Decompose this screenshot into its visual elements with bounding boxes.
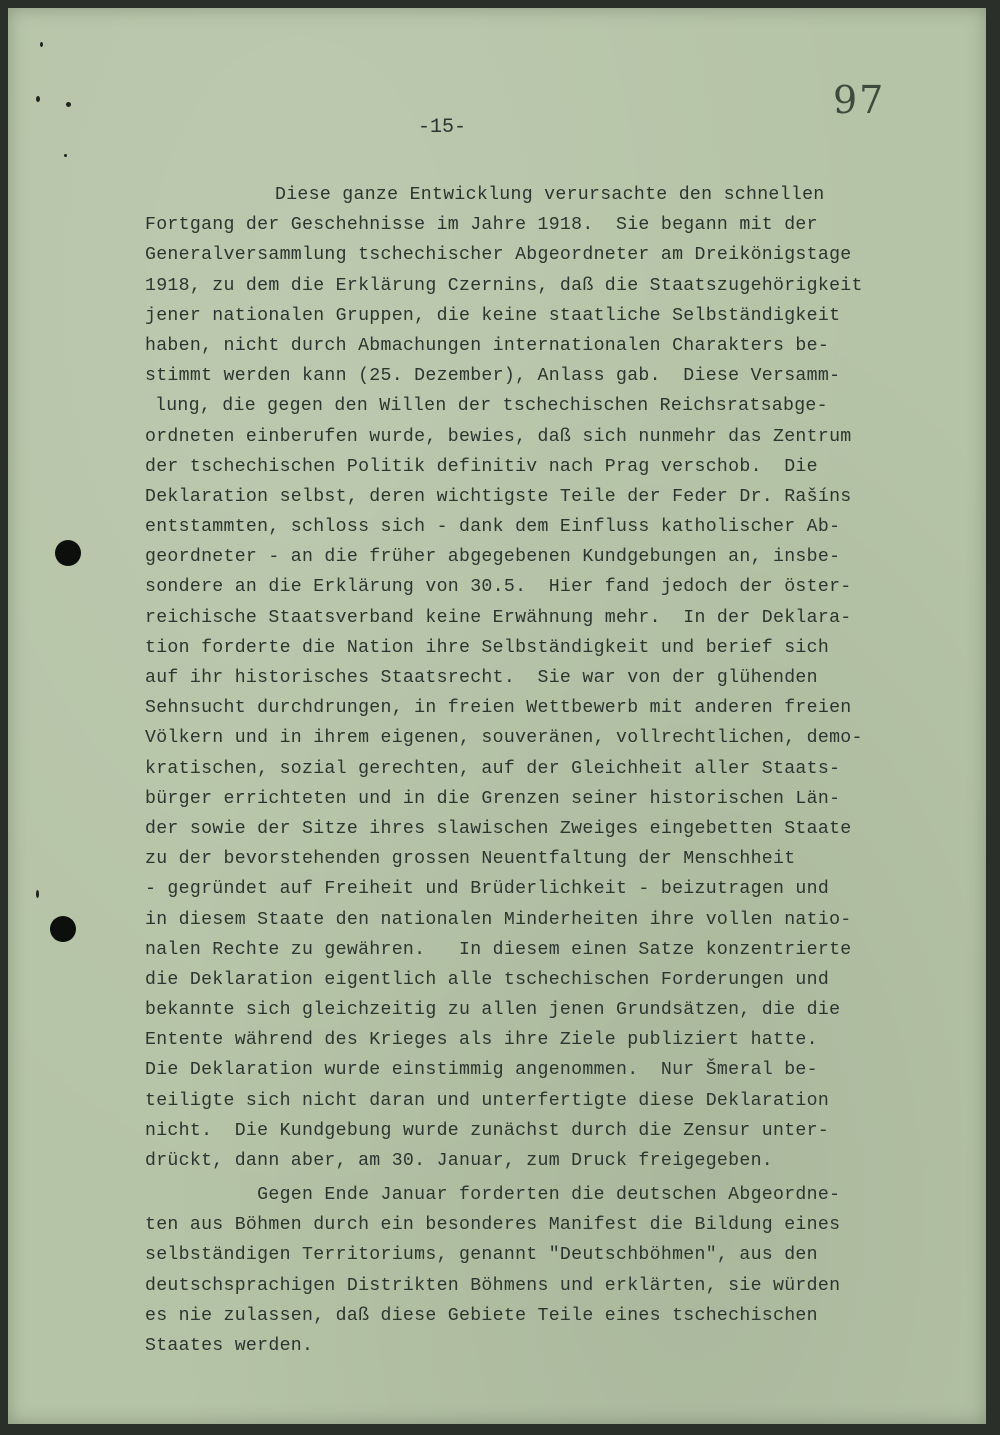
text-line: nicht. Die Kundgebung wurde zunächst durch die Zensur unter- [145, 1120, 830, 1141]
text-line: auf ihr historisches Staatsrecht. Sie war von der glühenden [145, 668, 818, 688]
ink-speck [40, 42, 43, 47]
text-line: Diese ganze Entwicklung verursachte den schnellen [275, 185, 825, 205]
ink-speck [36, 890, 39, 898]
text-line: selbständigen Territoriums, genannt "Deutschböhmen", aus den [145, 1245, 818, 1266]
text-line: der tschechischen Politik definitiv nach Prag verschob. Die [145, 456, 818, 477]
text-line: Gegen Ende Januar forderten die deutschen Abgeordne- [145, 1185, 841, 1205]
text-line: teiligte sich nicht daran und unterfertigte diese Deklaration [145, 1090, 830, 1111]
paragraph-2 [145, 1180, 965, 1361]
text-line: entstammten, schloss sich - dank dem Einfluss katholischer Ab- [145, 517, 841, 538]
text-line: bekannte sich gleichzeitig zu allen jenen Grundsätzen, die die [145, 1000, 841, 1021]
text-line: Deklaration selbst, deren wichtigste Teile der Feder Dr. Rašíns [145, 486, 852, 507]
ink-speck [66, 102, 71, 107]
text-line: 1918, zu dem die Erklärung Czernins, daß die Staatszugehörigkeit [145, 275, 863, 296]
text-line: kratischen, sozial gerechten, auf der Gleichheit aller Staats- [145, 758, 841, 779]
text-line: Staates werden. [145, 1335, 314, 1356]
text-line: reichische Staatsverband keine Erwähnung mehr. In der Deklara- [145, 607, 852, 628]
text-line: lung, die gegen den Willen der tschechischen Reichsratsabge- [155, 396, 828, 417]
archive-number: 97 [833, 78, 886, 122]
punch-hole-top [55, 540, 81, 566]
text-line: zu der bevorstehenden grossen Neuentfaltung der Menschheit [145, 849, 796, 870]
text-line: ten aus Böhmen durch ein besonderes Manifest die Bildung eines [145, 1215, 841, 1236]
text-line: Generalversammlung tschechischer Abgeordneter am Dreikönigstage [145, 245, 852, 266]
ink-speck [64, 154, 67, 157]
text-line: geordneter - an die früher abgegebenen Kundgebungen an, insbe- [145, 547, 841, 568]
text-line: bürger errichteten und in die Grenzen seiner historischen Län- [145, 788, 841, 809]
text-line: die Deklaration eigentlich alle tschechischen Forderungen und [145, 969, 830, 990]
text-line: der sowie der Sitze ihres slawischen Zweiges eingebetten Staate [145, 818, 852, 839]
paragraph-1 [145, 180, 965, 1176]
text-line: jener nationalen Gruppen, die keine staatliche Selbständigkeit [145, 305, 841, 326]
text-line: stimmt werden kann (25. Dezember), Anlass gab. Diese Versamm- [145, 366, 841, 387]
text-line: sondere an die Erklärung von 30.5. Hier fand jedoch der öster- [145, 577, 852, 598]
document-page [8, 8, 986, 1424]
text-line: es nie zulassen, daß diese Gebiete Teile eines tschechischen [145, 1305, 818, 1326]
text-line: tion forderte die Nation ihre Selbständigkeit und berief sich [145, 637, 830, 658]
text-line: drückt, dann aber, am 30. Januar, zum Druck freigegeben. [145, 1151, 773, 1171]
text-line: Sehnsucht durchdrungen, in freien Wettbewerb mit anderen freien [145, 698, 852, 719]
text-line: nalen Rechte zu gewähren. In diesem einen Satze konzentrierte [145, 939, 852, 960]
punch-hole-bottom [50, 916, 76, 942]
text-line: in diesem Staate den nationalen Minderheiten ihre vollen natio- [145, 909, 852, 930]
page-number: -15- [418, 116, 467, 139]
text-line: Fortgang der Geschehnisse im Jahre 1918. Sie begann mit der [145, 215, 818, 236]
text-line: Entente während des Krieges als ihre Ziele publiziert hatte. [145, 1030, 818, 1051]
text-line: deutschsprachigen Distrikten Böhmens und erklärten, sie würden [145, 1275, 841, 1296]
text-line: haben, nicht durch Abmachungen internationalen Charakters be- [145, 335, 830, 356]
text-line: ordneten einberufen wurde, bewies, daß sich nunmehr das Zentrum [145, 426, 852, 447]
text-line: Völkern und in ihrem eigenen, souveränen, vollrechtlichen, demo- [145, 728, 863, 749]
text-line: Die Deklaration wurde einstimmig angenommen. Nur Šmeral be- [145, 1060, 818, 1081]
ink-speck [36, 96, 40, 102]
text-line: - gegründet auf Freiheit und Brüderlichkeit - beizutragen und [145, 879, 830, 900]
